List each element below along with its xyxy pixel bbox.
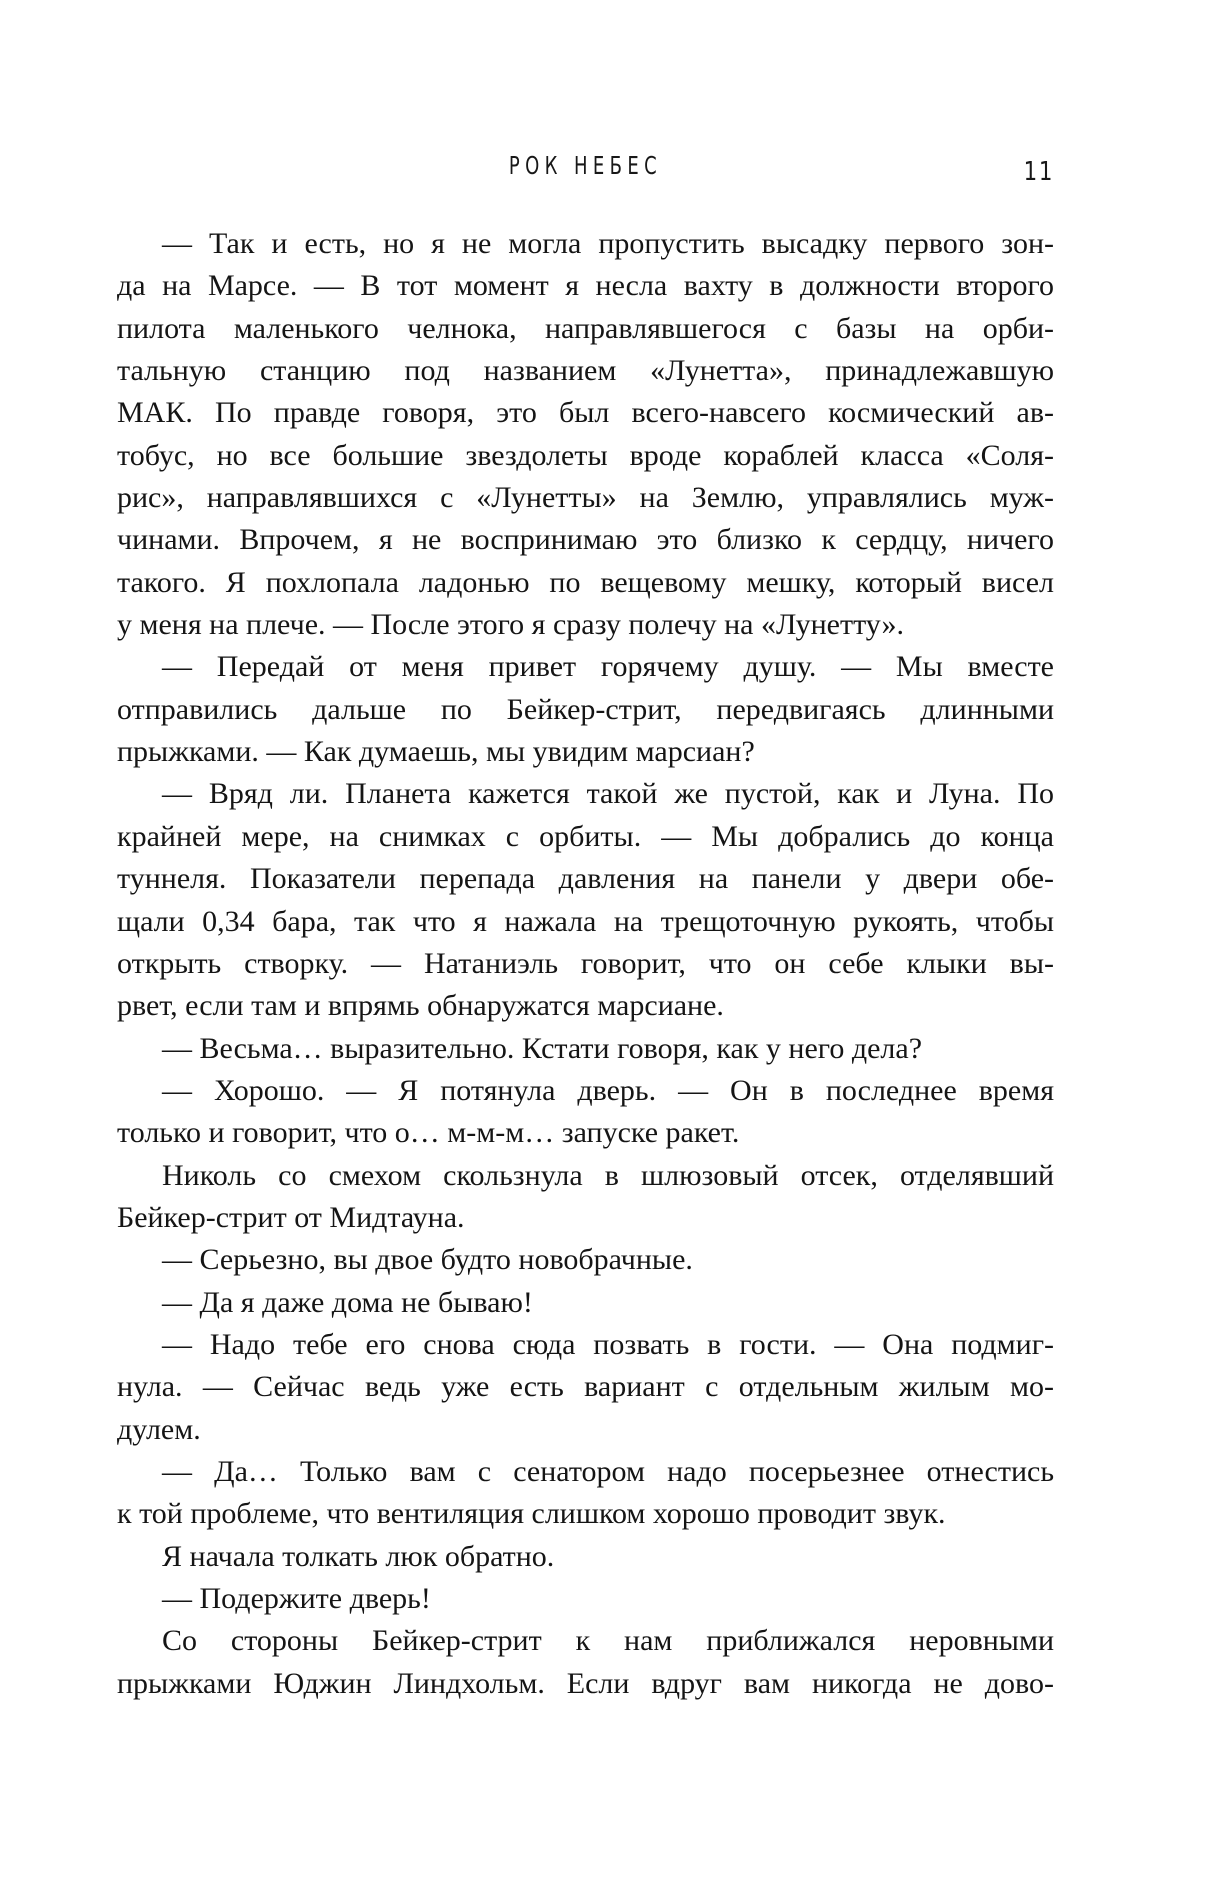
text-line: Бейкер-стрит от Мидтауна. [117,1200,465,1234]
text-line: Со стороны Бейкер-стрит к нам приближался неровными [162,1624,1054,1658]
text-line: туннеля. Показатели перепада давления на панели у двери обе- [117,862,1054,896]
text-line: к той проблеме, что вентиляция слишком хорошо проводит звук. [117,1497,946,1531]
text-line: — Передай от меня привет горячему душу. — Мы вместе [162,650,1054,684]
text-line: — Хорошо. — Я потянула дверь. — Он в последнее время [162,1073,1054,1107]
page-number: 11 [1023,157,1054,187]
text-line: прыжками. — Как думаешь, мы увидим марсиан? [117,735,755,769]
text-line: тальную станцию под названием «Лунетта», принадлежавшую [117,354,1054,388]
text-line: — Так и есть, но я не могла пропустить высадку первого зон- [162,227,1054,260]
text-line: Николь со смехом скользнула в шлюзовый отсек, отделявший [162,1158,1054,1192]
running-header-title: РОК НЕБЕС [508,151,663,180]
text-line: да на Марсе. — В тот момент я несла вахту в должности второго [117,269,1054,303]
text-line: — Весьма… выразительно. Кстати говоря, как у него дела? [162,1031,923,1065]
text-line: прыжками Юджин Линдхольм. Если вдруг вам никогда не дово- [117,1666,1054,1700]
text-line: — Да я даже дома не бываю! [162,1285,533,1319]
text-line: — Подержите дверь! [162,1582,431,1615]
page-text [117,223,1054,1705]
text-line: у меня на плече. — После этого я сразу полечу на «Лунетту». [117,608,905,642]
text-line: крайней мере, на снимках с орбиты. — Мы добрались до конца [117,819,1054,853]
text-line: такого. Я похлопала ладонью по вещевому мешку, который висел [117,565,1054,599]
text-line: чинами. Впрочем, я не воспринимаю это близко к сердцу, ничего [117,523,1054,557]
text-line: рис», направлявшихся с «Лунетты» на Землю, управлялись муж- [117,481,1054,515]
text-line: дулем. [117,1412,201,1446]
text-line: — Да… Только вам с сенатором надо посерьезнее отнестись [162,1454,1054,1488]
text-line: — Надо тебе его снова сюда позвать в гости. — Она подмиг- [162,1327,1054,1361]
text-line: щали 0,34 бара, так что я нажала на трещоточную рукоять, чтобы [117,904,1054,938]
text-line: открыть створку. — Натаниэль говорит, что он себе клыки вы- [117,946,1054,980]
text-line: — Серьезно, вы двое будто новобрачные. [162,1243,693,1277]
text-line: Я начала толкать люк обратно. [162,1539,555,1573]
text-line: тобус, но все большие звездолеты вроде кораблей класса «Соля- [117,438,1054,472]
text-line: только и говорит, что о… м-м-м… запуске ракет. [117,1116,740,1150]
text-line: пилота маленького челнока, направлявшегося с базы на орби- [117,311,1054,345]
text-line: МАК. По правде говоря, это был всего-навсего космический ав- [117,396,1054,430]
text-line: — Вряд ли. Планета кажется такой же пустой, как и Луна. По [162,777,1054,811]
text-line: отправились дальше по Бейкер-стрит, передвигаясь длинными [117,692,1054,726]
text-line: нула. — Сейчас ведь уже есть вариант с отдельным жилым мо- [117,1370,1054,1404]
text-line: рвет, если там и впрямь обнаружатся марсиане. [117,989,724,1023]
